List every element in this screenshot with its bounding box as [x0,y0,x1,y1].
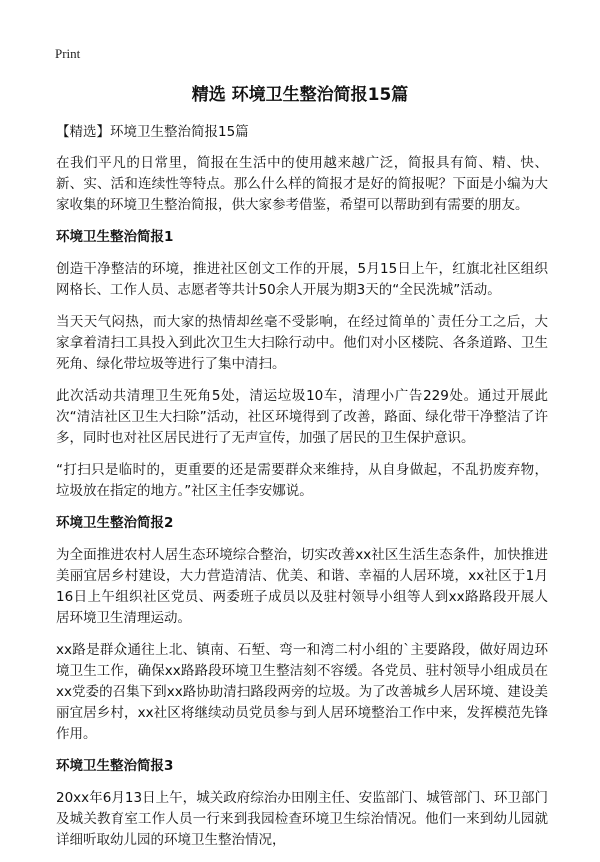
intro-paragraph: 在我们平凡的日常里，简报在生活中的使用越来越广泛，简报具有简、精、快、新、实、活和连续性等特点。那么什么样的简报才是好的简报呢？下面是小编为大家收集的环境卫生整治简报，供大家参考借鉴，希望可以帮助到有需要的朋友。 [56,155,548,213]
section-heading-2: 环境卫生整治简报2 [56,515,174,531]
paragraph: xx路是群众通往上北、镇南、石堑、弯一和湾二村小组的`主要路段，做好周边环境卫生工作，确保xx路路段环境卫生整洁刻不容缓。各党员、驻村领导小组成员在xx党委的召集下到xx路协助清扫路段两旁的垃圾。为了改善城乡人居环境、建设美丽宜居乡村，xx社区将继续动员党员参与到人居环境整治工作中来，发挥模范先锋作用。 [56,642,548,742]
paragraph: 此次活动共清理卫生死角5处，清运垃圾10车，清理小广告229处。通过开展此次“清洁社区卫生大扫除”活动，社区环境得到了改善，路面、绿化带干净整洁了许多，同时也对社区居民进行了无声宣传，加强了居民的卫生保护意识。 [56,388,548,446]
paragraph: “打扫只是临时的，更重要的还是需要群众来维持，从自身做起，不乱扔废弃物，垃圾放在指定的地方。”社区主任李安娜说。 [56,462,548,499]
section-heading-1: 环境卫生整治简报1 [56,229,174,245]
paragraph: 创造干净整洁的环境，推进社区创文工作的开展，5月15日上午，红旗北社区组织网格长、工作人员、志愿者等共计50余人开展为期3天的“全民洗城”活动。 [56,261,548,298]
article-body [56,122,548,862]
subtitle: 【精选】环境卫生整治简报15篇 [56,124,249,140]
paragraph: 当天天气闷热，而大家的热情却丝毫不受影响，在经过简单的`责任分工之后，大家拿着清扫工具投入到此次卫生大扫除行动中。他们对小区楼院、各条道路、卫生死角、绿化带垃圾等进行了集中清扫。 [56,314,548,372]
paragraph: 20xx年6月13日上午，城关政府综治办田刚主任、安监部门、城管部门、环卫部门及城关教育室工作人员一行来到我园检查环境卫生综治情况。他们一来到幼儿园就详细听取幼儿园的环境卫生整治情况， [56,790,548,848]
page-title: 精选 环境卫生整治简报15篇 [191,85,409,105]
print-link[interactable]: Print [55,46,81,61]
section-heading-3: 环境卫生整治简报3 [56,758,174,774]
paragraph: 为全面推进农村人居生态环境综合整治，切实改善xx社区生活生态条件，加快推进美丽宜居乡村建设，大力营造清洁、优美、和谐、幸福的人居环境，xx社区于1月16日上午组织社区党员、两委班子成员以及驻村领导小组等人到xx路路段开展人居环境卫生清理运动。 [56,547,548,626]
